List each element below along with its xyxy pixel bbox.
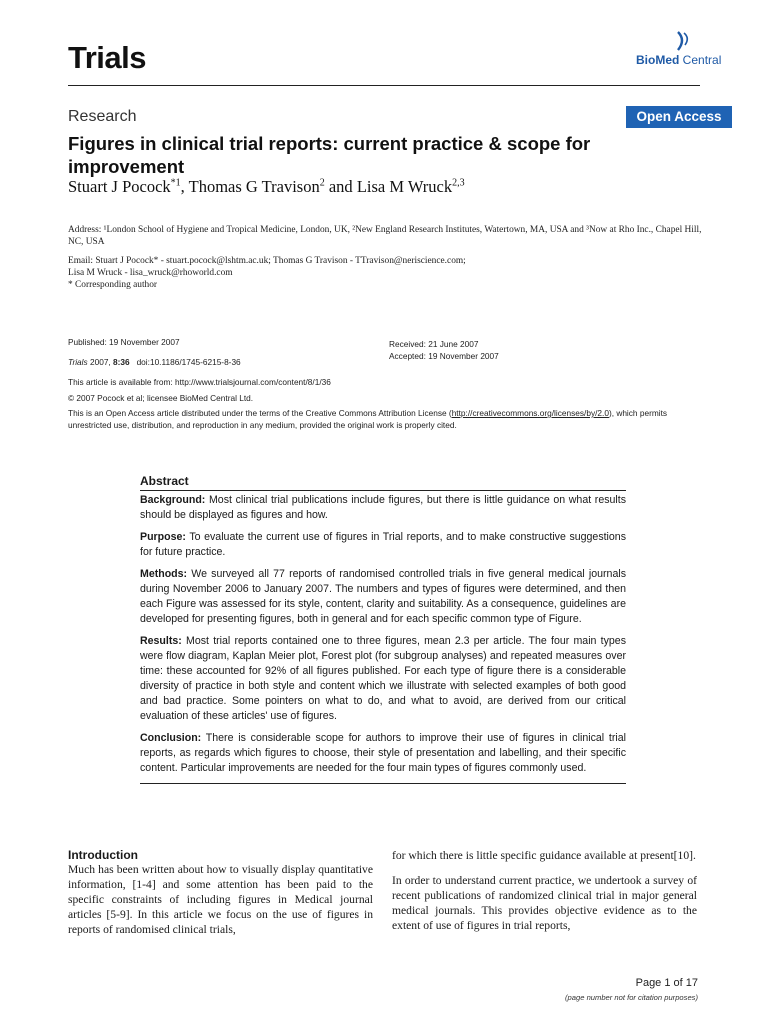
- publisher-logo: [636, 30, 726, 70]
- published-date: Published: 19 November 2007: [68, 337, 180, 347]
- abstract-section-label: Methods:: [140, 568, 188, 580]
- body-paragraph: for which there is little specific guidance available at present[10].: [392, 849, 696, 862]
- author-affiliation-mark: *1: [170, 177, 181, 189]
- accepted-date: Accepted: 19 November 2007: [389, 351, 499, 361]
- citation-line: [68, 357, 241, 367]
- license-statement: [68, 407, 708, 431]
- body-paragraph: Much has been written about how to visually display quantitative information, [1-4] and some attention has been paid to the specific constraints of including figures in Medical journal articles [5-9]. In this article we focus on the use of figures in reports of randomised clinical trials,: [68, 863, 373, 936]
- header-divider: [68, 85, 700, 86]
- abstract-section-label: Background:: [140, 494, 206, 506]
- license-text-pre: This is an Open Access article distributed under the terms of the Creative Commons Attribution License (: [68, 408, 452, 418]
- article-url-line[interactable]: This article is available from: http://www.trialsjournal.com/content/8/1/36: [68, 377, 331, 387]
- abstract-box: [140, 474, 626, 784]
- email-line[interactable]: Lisa M Wruck - lisa_wruck@rhoworld.com: [68, 268, 233, 278]
- author-list: [68, 177, 465, 197]
- body-column-right: [392, 848, 697, 943]
- received-date: Received: 21 June 2007: [389, 339, 479, 349]
- page-number-note: (page number not for citation purposes): [565, 993, 698, 1002]
- abstract-conclusion: [140, 731, 626, 776]
- abstract-top-rule: [140, 490, 626, 491]
- citation-journal: Trials: [68, 357, 88, 367]
- paper-title: Figures in clinical trial reports: current practice & scope for improvement: [68, 133, 591, 177]
- abstract-section-text: Most trial reports contained one to three figures, mean 2.3 per article. The four main types were flow diagram, Kaplan Meier plot, Forest plot (for subgroup analyses) and repeated measures over time: these accounted for 92% of all figures published. For each type of figure there is a considerable diversity of practice in both style and content which we illustrate with selected examples of both good and bad practice. Some pointers on what to do, and what to avoid, are derived from our critical evaluation of these articles' use of figures.: [140, 635, 626, 722]
- abstract-heading: Abstract: [140, 474, 189, 488]
- citation-doi: doi:10.1186/1745-6215-8-36: [129, 357, 241, 367]
- abstract-section-label: Conclusion:: [140, 732, 202, 744]
- citation-volume: 8:36: [113, 357, 130, 367]
- introduction-heading: Introduction: [68, 848, 138, 862]
- author-name[interactable]: Lisa M Wruck: [356, 177, 453, 196]
- copyright-line: © 2007 Pocock et al; licensee BioMed Central Ltd.: [68, 393, 254, 403]
- abstract-section-text: We surveyed all 77 reports of randomised controlled trials in five general medical journals during November 2006 to January 2007. The numbers and types of figures were determined, and then each Figure was assessed for its style, content, clarity and suitability. As a consequence, guidelines are developed for presenting figures, both in general and for each specific common type of Figure.: [140, 568, 626, 625]
- abstract-background: [140, 493, 626, 523]
- corresponding-author-note: * Corresponding author: [68, 280, 158, 290]
- journal-title: Trials: [68, 40, 146, 75]
- logo-text-bold: BioMed: [636, 53, 680, 67]
- abstract-bottom-rule: [140, 783, 626, 784]
- page-number: Page 1 of 17: [635, 977, 698, 989]
- abstract-methods: [140, 567, 626, 627]
- body-column-left: [68, 862, 373, 947]
- section-label: Research: [68, 108, 137, 125]
- author-separator: and: [324, 177, 357, 196]
- biomed-central-arc-icon: [672, 30, 692, 52]
- email-line[interactable]: Email: Stuart J Pocock* - stuart.pocock@lshtm.ac.uk; Thomas G Travison - TTravison@neriscience.com;: [68, 256, 466, 266]
- author-affiliation-mark: 2,3: [452, 177, 465, 189]
- abstract-section-label: Results:: [140, 635, 182, 647]
- abstract-section-label: Purpose:: [140, 531, 186, 543]
- abstract-purpose: [140, 530, 626, 560]
- author-name[interactable]: Stuart J Pocock: [68, 177, 171, 196]
- author-affiliation-mark: 2: [319, 177, 325, 189]
- license-link[interactable]: http://creativecommons.org/licenses/by/2.0: [451, 408, 609, 418]
- body-paragraph: In order to understand current practice, we undertook a survey of recent publications of randomized clinical trial in major general medical journals. This provides objective evidence as to the extent of use of figures in trial reports,: [392, 874, 697, 932]
- abstract-section-text: There is considerable scope for authors to improve their use of figures in clinical trial reports, as regards which figures to choose, their style of presentation and labelling, and their specific content. Particular improvements are needed for the four main types of figures commonly used.: [140, 732, 626, 774]
- author-separator: ,: [180, 177, 189, 196]
- citation-year: 2007,: [87, 357, 114, 367]
- open-access-badge: Open Access: [626, 106, 732, 128]
- abstract-section-text: Most clinical trial publications include figures, but there is little guidance on what results should be displayed as figures and how.: [140, 494, 626, 521]
- author-name[interactable]: Thomas G Travison: [188, 177, 320, 196]
- abstract-section-text: To evaluate the current use of figures in Trial reports, and to make constructive suggestions for future practice.: [140, 531, 626, 558]
- license-text-post: ), which permits unrestricted use, distribution, and reproduction in any medium, provided the original work is properly cited.: [68, 408, 668, 430]
- logo-text-rest: Central: [679, 53, 722, 67]
- affiliation-address: Address: ¹London School of Hygiene and Tropical Medicine, London, UK, ²New England Research Institutes, Watertown, MA, USA and ³Now at Rho Inc., Chapel Hill, NC, USA: [68, 225, 702, 247]
- email-block: [68, 255, 708, 291]
- abstract-results: [140, 634, 626, 724]
